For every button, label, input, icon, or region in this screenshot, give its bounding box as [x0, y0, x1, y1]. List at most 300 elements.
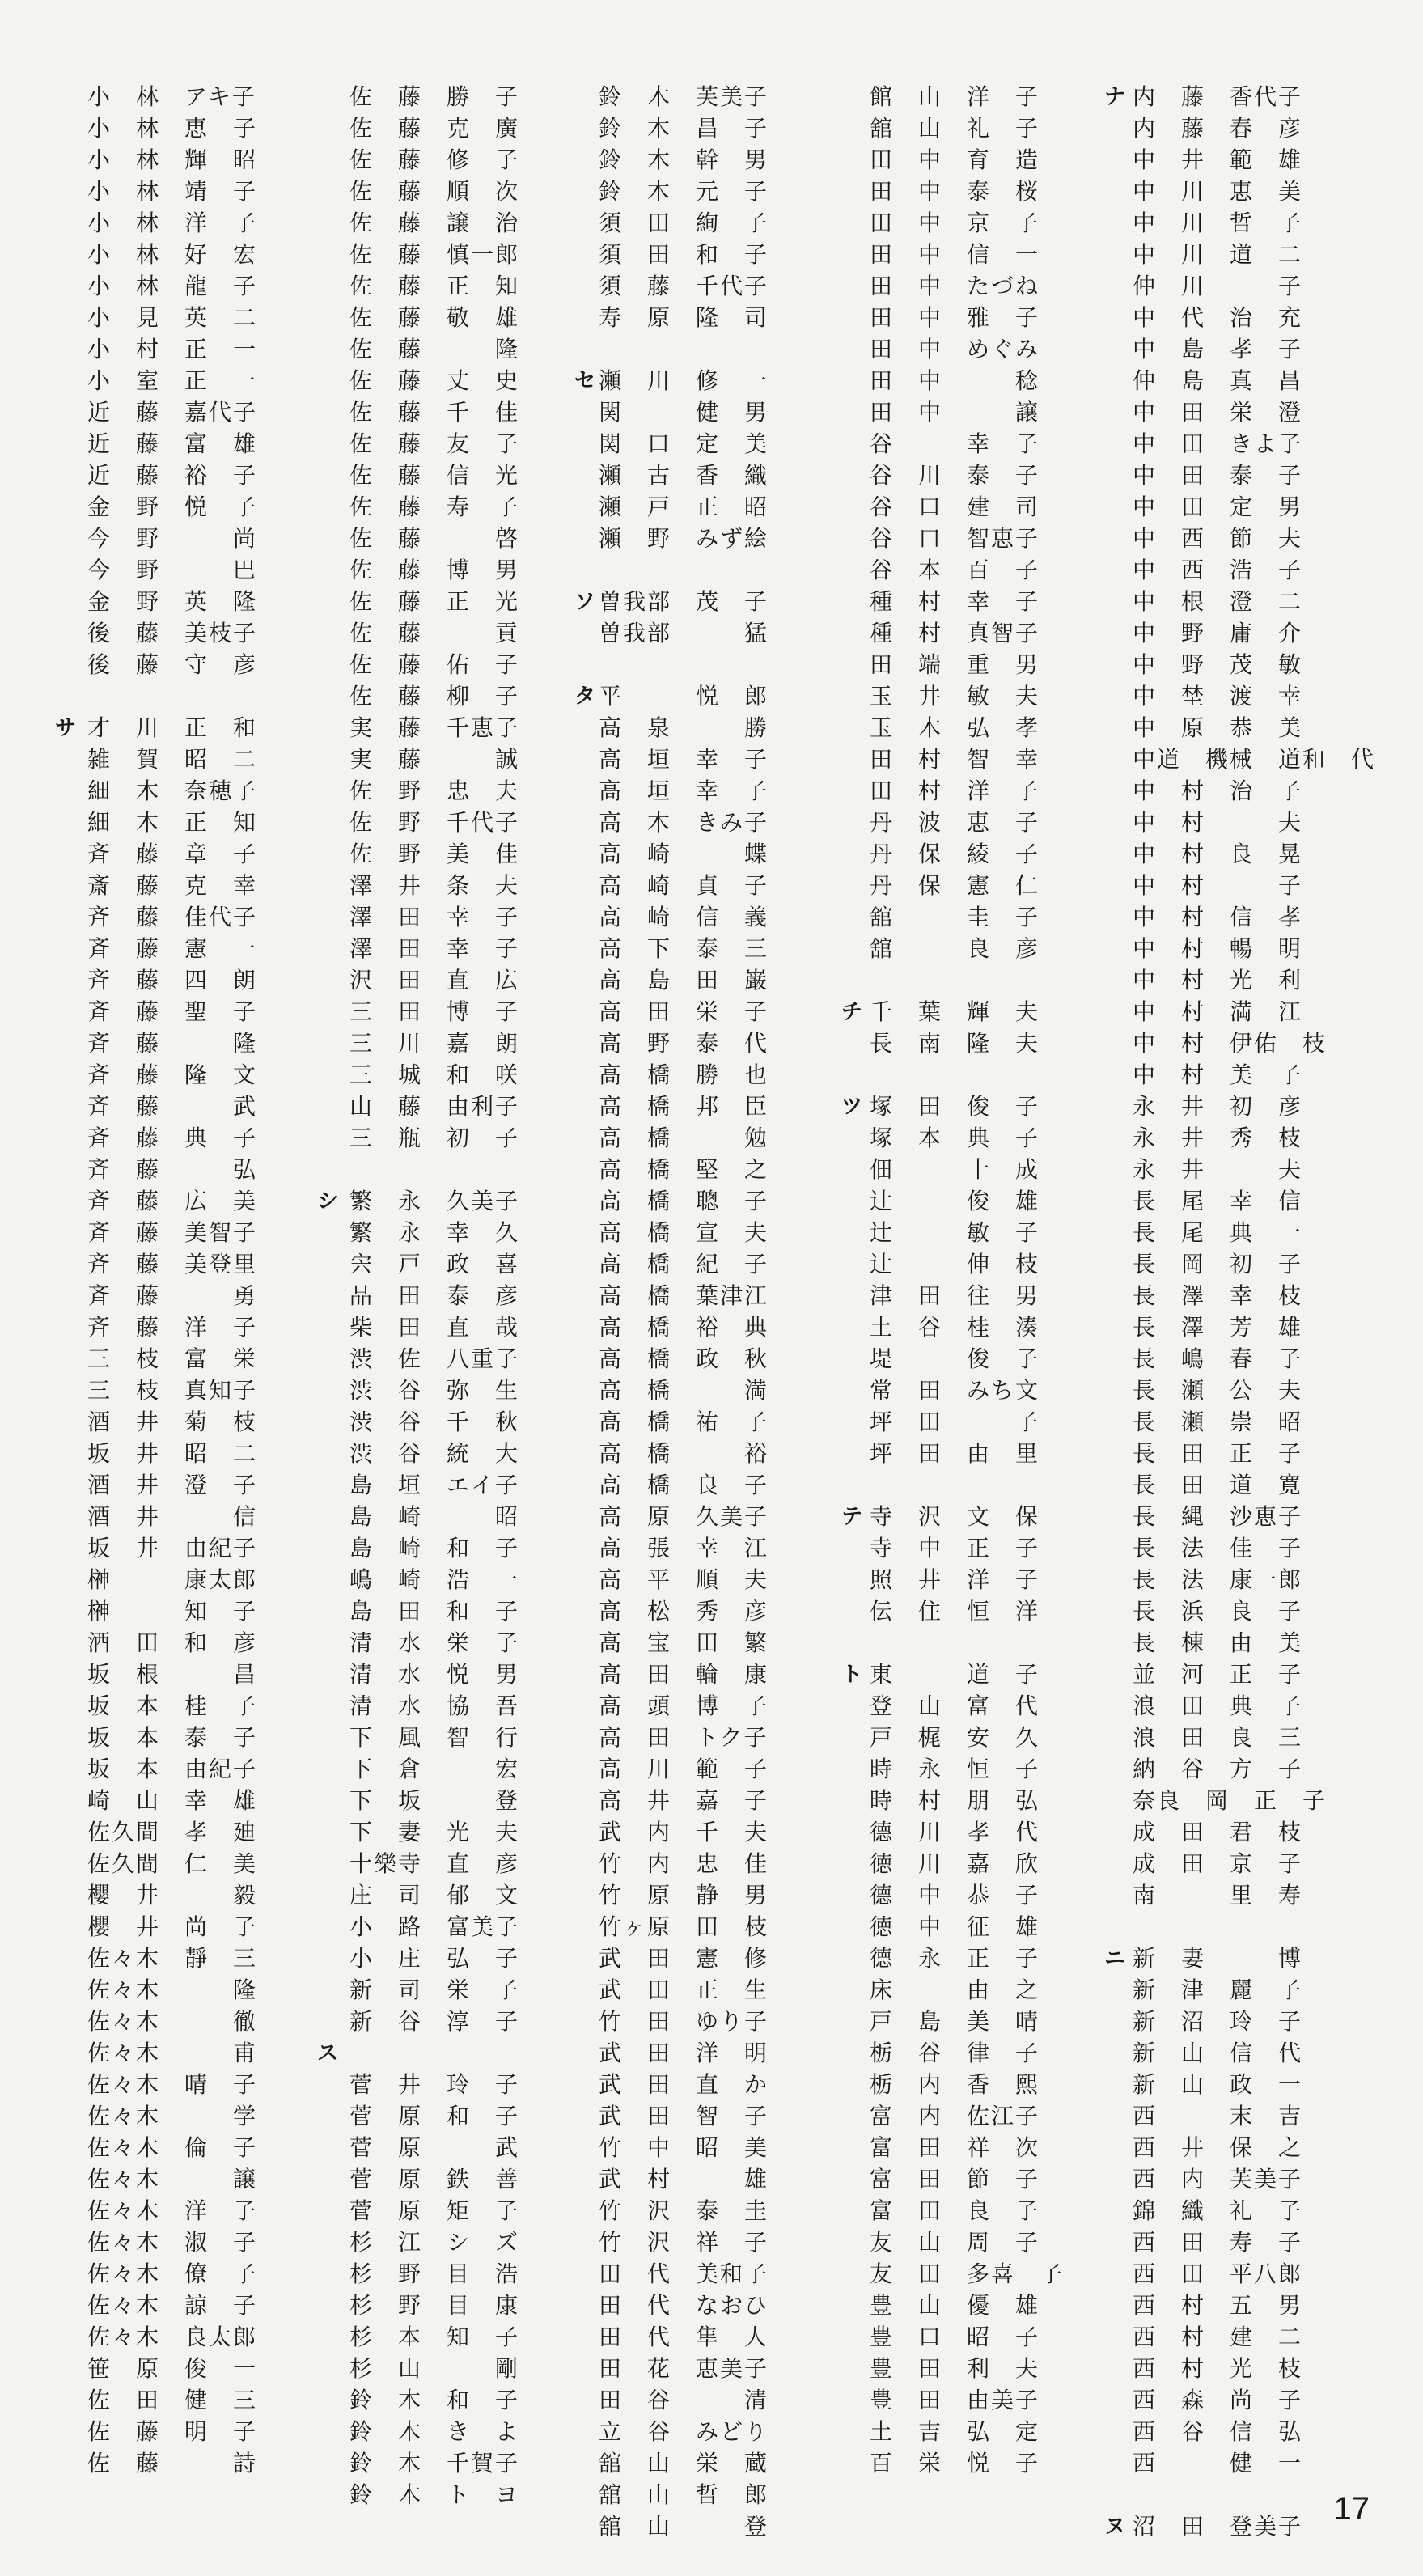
name-entry: 伝 住 恒 洋 [870, 1598, 1040, 1625]
name-entry: 永 井 夫 [1133, 1156, 1303, 1183]
name-entry: 奈良 岡 正 子 [1133, 1787, 1328, 1814]
name-entry: 佐 藤 柳 子 [349, 683, 520, 710]
name-entry: 坂 本 桂 子 [87, 1693, 258, 1719]
name-entry: 三 瓶 初 子 [349, 1125, 520, 1151]
name-entry: 内 藤 春 彦 [1133, 115, 1303, 142]
name-entry: 新 山 政 一 [1133, 2071, 1303, 2098]
name-entry: 田 村 智 幸 [870, 746, 1040, 773]
name-entry: 佐 藤 詩 [87, 2450, 258, 2476]
name-entry: 佐 藤 貢 [349, 620, 520, 646]
name-entry: 高 田 輪 康 [599, 1661, 769, 1688]
name-entry: 西 村 五 男 [1133, 2292, 1303, 2319]
name-entry: 武 田 直 か [599, 2071, 769, 2098]
name-entry: 玉 井 敏 夫 [870, 683, 1040, 710]
name-entry: 高 橋 紀 子 [599, 1251, 769, 1277]
name-entry: 田 花 恵美子 [599, 2355, 769, 2382]
name-entry: 雑 賀 昭 二 [87, 746, 258, 773]
name-entry: 内 藤 香代子 [1133, 83, 1303, 110]
name-entry: 高 田 栄 子 [599, 998, 769, 1025]
name-entry: 中 川 恵 美 [1133, 178, 1303, 205]
name-entry: 中 田 定 男 [1133, 494, 1303, 520]
kana-section-header: サ [55, 716, 77, 740]
name-entry: 高 橋 葉津江 [599, 1282, 769, 1309]
name-entry: 鈴 木 芙美子 [599, 83, 769, 110]
name-entry: 照 井 洋 子 [870, 1566, 1040, 1593]
name-entry: 中 野 庸 介 [1133, 620, 1303, 646]
name-entry: 佐々木 譲 [87, 2166, 258, 2193]
name-entry: 鈴 木 昌 子 [599, 115, 769, 142]
name-entry: 佐 野 忠 夫 [349, 777, 520, 804]
name-entry: 長 田 正 子 [1133, 1440, 1303, 1467]
name-entry: 渋 谷 弥 生 [349, 1377, 520, 1404]
name-entry: 斉 藤 隆 [87, 1030, 258, 1057]
name-entry: 佐 野 千代子 [349, 809, 520, 836]
name-entry: 武 田 智 子 [599, 2103, 769, 2129]
name-entry: 佐 藤 敬 雄 [349, 304, 520, 331]
name-entry: 中 井 範 雄 [1133, 146, 1303, 173]
name-entry: 友 田 多喜 子 [870, 2260, 1065, 2287]
name-entry: 鈴 木 和 子 [349, 2387, 520, 2413]
name-entry: 佐 藤 千 佳 [349, 399, 520, 426]
name-entry: 須 藤 千代子 [599, 273, 769, 299]
name-entry: 高 宝 田 繁 [599, 1629, 769, 1656]
name-entry: 高 平 順 夫 [599, 1566, 769, 1593]
name-entry: 渋 谷 千 秋 [349, 1409, 520, 1435]
name-entry: 長 嶋 春 子 [1133, 1345, 1303, 1372]
name-entry: 瀬 戸 正 昭 [599, 494, 769, 520]
name-entry: 田 代 隼 人 [599, 2324, 769, 2350]
name-entry: 平 悦 郎 [599, 683, 769, 710]
name-entry: 斉 藤 四 朗 [87, 967, 258, 994]
name-entry: 斉 藤 美智子 [87, 1219, 258, 1246]
name-entry: 田 谷 清 [599, 2387, 769, 2413]
name-entry: 榊 康太郎 [87, 1566, 258, 1593]
name-entry: 西 田 平八郎 [1133, 2260, 1303, 2287]
kana-section-header: ヌ [1104, 2515, 1126, 2539]
name-entry: 佐 藤 博 男 [349, 557, 520, 583]
name-entry: 長 法 佳 子 [1133, 1535, 1303, 1561]
name-entry: 崎 山 幸 雄 [87, 1787, 258, 1814]
name-entry: 菅 井 玲 子 [349, 2071, 520, 2098]
name-entry: 笹 原 俊 一 [87, 2355, 258, 2382]
name-entry: 坂 本 由紀子 [87, 1756, 258, 1782]
name-entry: 谷 口 智恵子 [870, 525, 1040, 552]
name-entry: 納 谷 方 子 [1133, 1756, 1303, 1782]
name-entry: 德 中 恭 子 [870, 1882, 1040, 1909]
name-entry: 中 田 泰 子 [1133, 462, 1303, 489]
name-entry: 竹 沢 祥 子 [599, 2229, 769, 2256]
name-entry: 中 村 光 利 [1133, 967, 1303, 994]
name-entry: 新 津 麗 子 [1133, 1976, 1303, 2003]
name-entry: 中 野 茂 敏 [1133, 651, 1303, 678]
name-entry: 堤 俊 子 [870, 1345, 1040, 1372]
name-entry: 高 田 トク子 [599, 1724, 769, 1751]
name-entry: 中 村 治 子 [1133, 777, 1303, 804]
name-entry: 中 村 子 [1133, 872, 1303, 899]
name-entry: 西 内 芙美子 [1133, 2166, 1303, 2193]
name-entry: 辻 伸 枝 [870, 1251, 1040, 1277]
name-entry: 渋 佐 八重子 [349, 1345, 520, 1372]
name-entry: 中 埜 渡 幸 [1133, 683, 1303, 710]
name-entry: 斉 藤 武 [87, 1093, 258, 1120]
name-entry: 富 田 節 子 [870, 2166, 1040, 2193]
name-entry: 高 川 範 子 [599, 1756, 769, 1782]
name-entry: 佐 藤 明 子 [87, 2418, 258, 2445]
name-entry: 德 永 正 子 [870, 1945, 1040, 1972]
name-entry: 澤 田 幸 子 [349, 904, 520, 930]
name-entry: 豊 山 優 雄 [870, 2292, 1040, 2319]
name-entry: 島 崎 昭 [349, 1503, 520, 1530]
name-entry: 時 村 朋 弘 [870, 1787, 1040, 1814]
name-entry: 中 根 澄 二 [1133, 588, 1303, 615]
name-entry: 中 村 夫 [1133, 809, 1303, 836]
name-entry: 種 村 真智子 [870, 620, 1040, 646]
name-entry: 寿 原 隆 司 [599, 304, 769, 331]
name-entry: 中道 機械 道和 代 [1133, 746, 1376, 773]
name-entry: 中 田 栄 澄 [1133, 399, 1303, 426]
name-entry: 高 島 田 巌 [599, 967, 769, 994]
name-entry: 斉 藤 佳代子 [87, 904, 258, 930]
name-entry: 金 野 悦 子 [87, 494, 258, 520]
name-entry: 舘 良 彦 [870, 935, 1040, 962]
name-entry: 田 中 京 子 [870, 210, 1040, 236]
name-entry: 下 風 智 行 [349, 1724, 520, 1751]
name-entry: 斉 藤 美登里 [87, 1251, 258, 1277]
kana-section-header: タ [574, 684, 596, 709]
name-entry: 長 南 隆 夫 [870, 1030, 1040, 1057]
name-entry: 佃 十 成 [870, 1156, 1040, 1183]
name-entry: 並 河 正 子 [1133, 1661, 1303, 1688]
name-entry: 中 西 浩 子 [1133, 557, 1303, 583]
name-entry: 中 村 満 江 [1133, 998, 1303, 1025]
name-entry: 徳 中 征 雄 [870, 1913, 1040, 1940]
name-entry: 澤 井 条 夫 [349, 872, 520, 899]
name-entry: 谷 口 建 司 [870, 494, 1040, 520]
name-entry: 佐々木 晴 子 [87, 2071, 258, 2098]
name-entry: 高 橋 宣 夫 [599, 1219, 769, 1246]
name-entry: 酒 井 菊 枝 [87, 1409, 258, 1435]
name-entry: 舘 山 栄 蔵 [599, 2450, 769, 2476]
name-entry: 今 野 巴 [87, 557, 258, 583]
name-entry: 佐々木 僚 子 [87, 2260, 258, 2287]
name-entry: 長 澤 芳 雄 [1133, 1314, 1303, 1341]
name-entry: 長 法 康一郎 [1133, 1566, 1303, 1593]
name-entry: 菅 原 鉄 善 [349, 2166, 520, 2193]
name-entry: 斉 藤 聖 子 [87, 998, 258, 1025]
name-entry: 坂 井 昭 二 [87, 1440, 258, 1467]
kana-section-header: ニ [1104, 1947, 1126, 1971]
name-entry: 長 尾 典 一 [1133, 1219, 1303, 1246]
name-entry: 西 村 建 二 [1133, 2324, 1303, 2350]
name-entry: 島 崎 和 子 [349, 1535, 520, 1561]
name-entry: 戸 島 美 晴 [870, 2008, 1040, 2035]
name-entry: 竹 原 静 男 [599, 1882, 769, 1909]
name-entry: 三 川 嘉 朗 [349, 1030, 520, 1057]
page-number: 17 [1333, 2491, 1370, 2527]
name-entry: 杉 野 目 浩 [349, 2260, 520, 2287]
name-entry: 高 橋 政 秋 [599, 1345, 769, 1372]
name-entry: 高 橋 満 [599, 1377, 769, 1404]
name-entry: 今 野 尚 [87, 525, 258, 552]
name-entry: 佐 藤 順 次 [349, 178, 520, 205]
name-entry: 杉 江 シ ズ [349, 2229, 520, 2256]
name-entry: 永 井 秀 枝 [1133, 1125, 1303, 1151]
name-entry: 小 室 正 一 [87, 367, 258, 394]
name-entry: 高 原 久美子 [599, 1503, 769, 1530]
name-entry: 榊 知 子 [87, 1598, 258, 1625]
name-entry: 佐々木 諒 子 [87, 2292, 258, 2319]
kana-section-header: ソ [574, 590, 596, 614]
name-entry: 三 城 和 咲 [349, 1061, 520, 1088]
name-entry: 須 田 絢 子 [599, 210, 769, 236]
name-entry: 田 中 信 一 [870, 241, 1040, 268]
name-entry: 坂 井 由紀子 [87, 1535, 258, 1561]
name-entry: 沼 田 登美子 [1133, 2513, 1303, 2540]
name-entry: 瀬 川 修 一 [599, 367, 769, 394]
name-entry: 斉 藤 隆 文 [87, 1061, 258, 1088]
name-entry: 時 永 恒 子 [870, 1756, 1040, 1782]
name-entry: 中 西 節 夫 [1133, 525, 1303, 552]
name-entry: 高 下 泰 三 [599, 935, 769, 962]
name-entry: 高 野 泰 代 [599, 1030, 769, 1057]
name-entry: 清 水 栄 子 [349, 1629, 520, 1656]
name-entry: 長 岡 初 子 [1133, 1251, 1303, 1277]
kana-section-header: ス [317, 2041, 339, 2065]
name-entry: 三 枝 富 栄 [87, 1345, 258, 1372]
name-entry: 関 健 男 [599, 399, 769, 426]
name-entry: 実 藤 千恵子 [349, 714, 520, 741]
name-entry: 三 枝 真知子 [87, 1377, 258, 1404]
name-entry: 舘 山 哲 郎 [599, 2481, 769, 2508]
name-entry: 仲 川 子 [1133, 273, 1303, 299]
name-entry: 長 棟 由 美 [1133, 1629, 1303, 1656]
name-entry: 坪 田 由 里 [870, 1440, 1040, 1467]
name-entry: 新 沼 玲 子 [1133, 2008, 1303, 2035]
name-entry: 菅 原 和 子 [349, 2103, 520, 2129]
name-entry: 田 中 めぐみ [870, 336, 1040, 362]
kana-section-header: チ [841, 1000, 863, 1024]
name-entry: 高 橋 裕 典 [599, 1314, 769, 1341]
name-entry: 鈴 木 幹 男 [599, 146, 769, 173]
name-entry: 高 垣 幸 子 [599, 746, 769, 773]
name-entry: 高 頭 博 子 [599, 1693, 769, 1719]
name-entry: 嶋 崎 浩 一 [349, 1566, 520, 1593]
name-entry: 田 中 稔 [870, 367, 1040, 394]
name-entry: 高 橋 聰 子 [599, 1188, 769, 1214]
name-entry: 田 端 重 男 [870, 651, 1040, 678]
name-entry: 鈴 木 千賀子 [349, 2450, 520, 2476]
name-entry: 富 田 祥 次 [870, 2134, 1040, 2161]
name-entry: 坂 本 泰 子 [87, 1724, 258, 1751]
name-entry: 佐 藤 克 廣 [349, 115, 520, 142]
name-entry: 佐久間 仁 美 [87, 1850, 258, 1877]
name-entry: 谷 幸 子 [870, 430, 1040, 457]
name-entry: 繁 永 久美子 [349, 1188, 520, 1214]
name-entry: 佐 野 美 佳 [349, 841, 520, 867]
name-entry: 佐々木 良太郎 [87, 2324, 258, 2350]
name-entry: 山 藤 由利子 [349, 1093, 520, 1120]
name-entry: 竹 田 ゆり子 [599, 2008, 769, 2035]
name-entry: 田 中 譲 [870, 399, 1040, 426]
name-entry: 土 谷 桂 湊 [870, 1314, 1040, 1341]
name-entry: 菅 原 矩 子 [349, 2197, 520, 2224]
name-entry: 斉 藤 広 美 [87, 1188, 258, 1214]
name-entry: 仲 島 真 昌 [1133, 367, 1303, 394]
name-entry: 竹 沢 泰 圭 [599, 2197, 769, 2224]
name-entry: 下 坂 登 [349, 1787, 520, 1814]
name-entry: 栃 谷 律 子 [870, 2040, 1040, 2066]
name-entry: 中 村 信 孝 [1133, 904, 1303, 930]
name-entry: 佐々木 靜 三 [87, 1945, 258, 1972]
name-entry: 立 谷 みどり [599, 2418, 769, 2445]
name-entry: 田 中 雅 子 [870, 304, 1040, 331]
name-entry: 舘 山 礼 子 [870, 115, 1040, 142]
name-entry: 高 橋 邦 臣 [599, 1093, 769, 1120]
name-entry: 佐 藤 友 子 [349, 430, 520, 457]
name-entry: 杉 野 目 康 [349, 2292, 520, 2319]
kana-section-header: シ [317, 1189, 339, 1214]
name-entry: 柴 田 直 哉 [349, 1314, 520, 1341]
name-entry: 中 島 孝 子 [1133, 336, 1303, 362]
name-entry: 佐 藤 正 光 [349, 588, 520, 615]
name-entry: 佐 藤 隆 [349, 336, 520, 362]
name-entry: 十樂寺 直 彦 [349, 1850, 520, 1877]
name-entry: 小 庄 弘 子 [349, 1945, 520, 1972]
name-entry: 佐々木 甫 [87, 2040, 258, 2066]
name-entry: 高 崎 貞 子 [599, 872, 769, 899]
name-entry: 長 縄 沙恵子 [1133, 1503, 1303, 1530]
name-entry: 下 妻 光 夫 [349, 1819, 520, 1845]
name-entry: 谷 本 百 子 [870, 557, 1040, 583]
name-entry: 斎 藤 克 幸 [87, 872, 258, 899]
name-entry: 中 田 きよ子 [1133, 430, 1303, 457]
name-entry: 沢 田 直 広 [349, 967, 520, 994]
name-entry: 金 野 英 隆 [87, 588, 258, 615]
name-entry: 実 藤 誠 [349, 746, 520, 773]
name-entry: 小 見 英 二 [87, 304, 258, 331]
name-entry: 竹 内 忠 佳 [599, 1850, 769, 1877]
name-entry: 田 村 洋 子 [870, 777, 1040, 804]
name-entry: 竹 中 昭 美 [599, 2134, 769, 2161]
name-entry: 坂 根 昌 [87, 1661, 258, 1688]
name-entry: 舘 圭 子 [870, 904, 1040, 930]
name-entry: 櫻 井 毅 [87, 1882, 258, 1909]
name-entry: 塚 本 典 子 [870, 1125, 1040, 1151]
name-entry: 曽我部 猛 [599, 620, 769, 646]
name-entry: 佐々木 徹 [87, 2008, 258, 2035]
name-entry: 東 道 子 [870, 1661, 1040, 1688]
kana-section-header: セ [574, 369, 596, 393]
name-entry: 佐 藤 正 知 [349, 273, 520, 299]
name-entry: 武 田 正 生 [599, 1976, 769, 2003]
kana-section-header: ト [841, 1663, 863, 1687]
name-entry: 西 井 保 之 [1133, 2134, 1303, 2161]
name-entry: 永 井 初 彦 [1133, 1093, 1303, 1120]
name-entry: 小 路 富美子 [349, 1913, 520, 1940]
name-entry: 佐 藤 譲 治 [349, 210, 520, 236]
name-entry: 斉 藤 勇 [87, 1282, 258, 1309]
name-entry: 寺 中 正 子 [870, 1535, 1040, 1561]
name-entry: 丹 保 綾 子 [870, 841, 1040, 867]
name-entry: 錦 織 礼 子 [1133, 2197, 1303, 2224]
name-entry: 繁 永 幸 久 [349, 1219, 520, 1246]
name-entry: 長 瀬 公 夫 [1133, 1377, 1303, 1404]
name-entry: 種 村 幸 子 [870, 588, 1040, 615]
name-entry: 富 内 佐江子 [870, 2103, 1040, 2129]
name-entry: 瀬 古 香 織 [599, 462, 769, 489]
name-entry: 丹 保 憲 仁 [870, 872, 1040, 899]
name-entry: 長 田 道 寛 [1133, 1472, 1303, 1498]
name-entry: 佐々木 洋 子 [87, 2197, 258, 2224]
name-entry: 武 内 千 夫 [599, 1819, 769, 1845]
name-entry: 佐 藤 勝 子 [349, 83, 520, 110]
name-entry: 佐 藤 丈 史 [349, 367, 520, 394]
name-entry: 中 川 道 二 [1133, 241, 1303, 268]
name-entry: 高 橋 堅 之 [599, 1156, 769, 1183]
name-entry: 斉 藤 洋 子 [87, 1314, 258, 1341]
name-entry: 百 栄 悦 子 [870, 2450, 1040, 2476]
name-entry: 斉 藤 典 子 [87, 1125, 258, 1151]
name-entry: 友 山 周 子 [870, 2229, 1040, 2256]
name-entry: 田 中 泰 桜 [870, 178, 1040, 205]
name-entry: 中 村 良 晃 [1133, 841, 1303, 867]
name-entry: 德 川 孝 代 [870, 1819, 1040, 1845]
name-entry: 佐 藤 佑 子 [349, 651, 520, 678]
name-entry: 近 藤 嘉代子 [87, 399, 258, 426]
name-entry: 曽我部 茂 子 [599, 588, 769, 615]
name-entry: 島 田 和 子 [349, 1598, 520, 1625]
name-entry: 小 林 龍 子 [87, 273, 258, 299]
name-entry: 長 澤 幸 枝 [1133, 1282, 1303, 1309]
name-entry: 佐々木 淑 子 [87, 2229, 258, 2256]
name-entry: 塚 田 俊 子 [870, 1093, 1040, 1120]
name-entry: 酒 井 澄 子 [87, 1472, 258, 1498]
name-entry: 櫻 井 尚 子 [87, 1913, 258, 1940]
name-entry: 西 末 吉 [1133, 2103, 1303, 2129]
name-entry: 武 田 憲 修 [599, 1945, 769, 1972]
name-entry: 西 田 寿 子 [1133, 2229, 1303, 2256]
name-entry: 小 林 洋 子 [87, 210, 258, 236]
name-entry: 辻 敏 子 [870, 1219, 1040, 1246]
name-entry: 南 里 寿 [1133, 1882, 1303, 1909]
name-entry: 鈴 木 き よ [349, 2418, 520, 2445]
name-entry: 新 山 信 代 [1133, 2040, 1303, 2066]
name-entry: 小 林 恵 子 [87, 115, 258, 142]
name-entry: 長 瀬 崇 昭 [1133, 1409, 1303, 1435]
name-entry: 津 田 往 男 [870, 1282, 1040, 1309]
name-entry: 三 田 博 子 [349, 998, 520, 1025]
name-entry: 常 田 みち文 [870, 1377, 1040, 1404]
kana-section-header: テ [841, 1505, 863, 1529]
name-entry: 長 浜 良 子 [1133, 1598, 1303, 1625]
name-entry: 玉 木 弘 孝 [870, 714, 1040, 741]
name-entry: 徳 川 嘉 欣 [870, 1850, 1040, 1877]
name-entry: 佐 藤 啓 [349, 525, 520, 552]
name-entry: 杉 本 知 子 [349, 2324, 520, 2350]
name-entry: 澤 田 幸 子 [349, 935, 520, 962]
name-entry: 後 藤 守 彦 [87, 651, 258, 678]
name-entry: 品 田 泰 彦 [349, 1282, 520, 1309]
name-entry: 館 山 洋 子 [870, 83, 1040, 110]
name-entry: 後 藤 美枝子 [87, 620, 258, 646]
name-entry: 高 木 きみ子 [599, 809, 769, 836]
name-entry: 新 谷 淳 子 [349, 2008, 520, 2035]
name-entry: 浪 田 良 三 [1133, 1724, 1303, 1751]
name-entry: 高 橋 祐 子 [599, 1409, 769, 1435]
name-entry: 千 葉 輝 夫 [870, 998, 1040, 1025]
name-entry: 中 村 暢 明 [1133, 935, 1303, 962]
name-entry: 近 藤 裕 子 [87, 462, 258, 489]
